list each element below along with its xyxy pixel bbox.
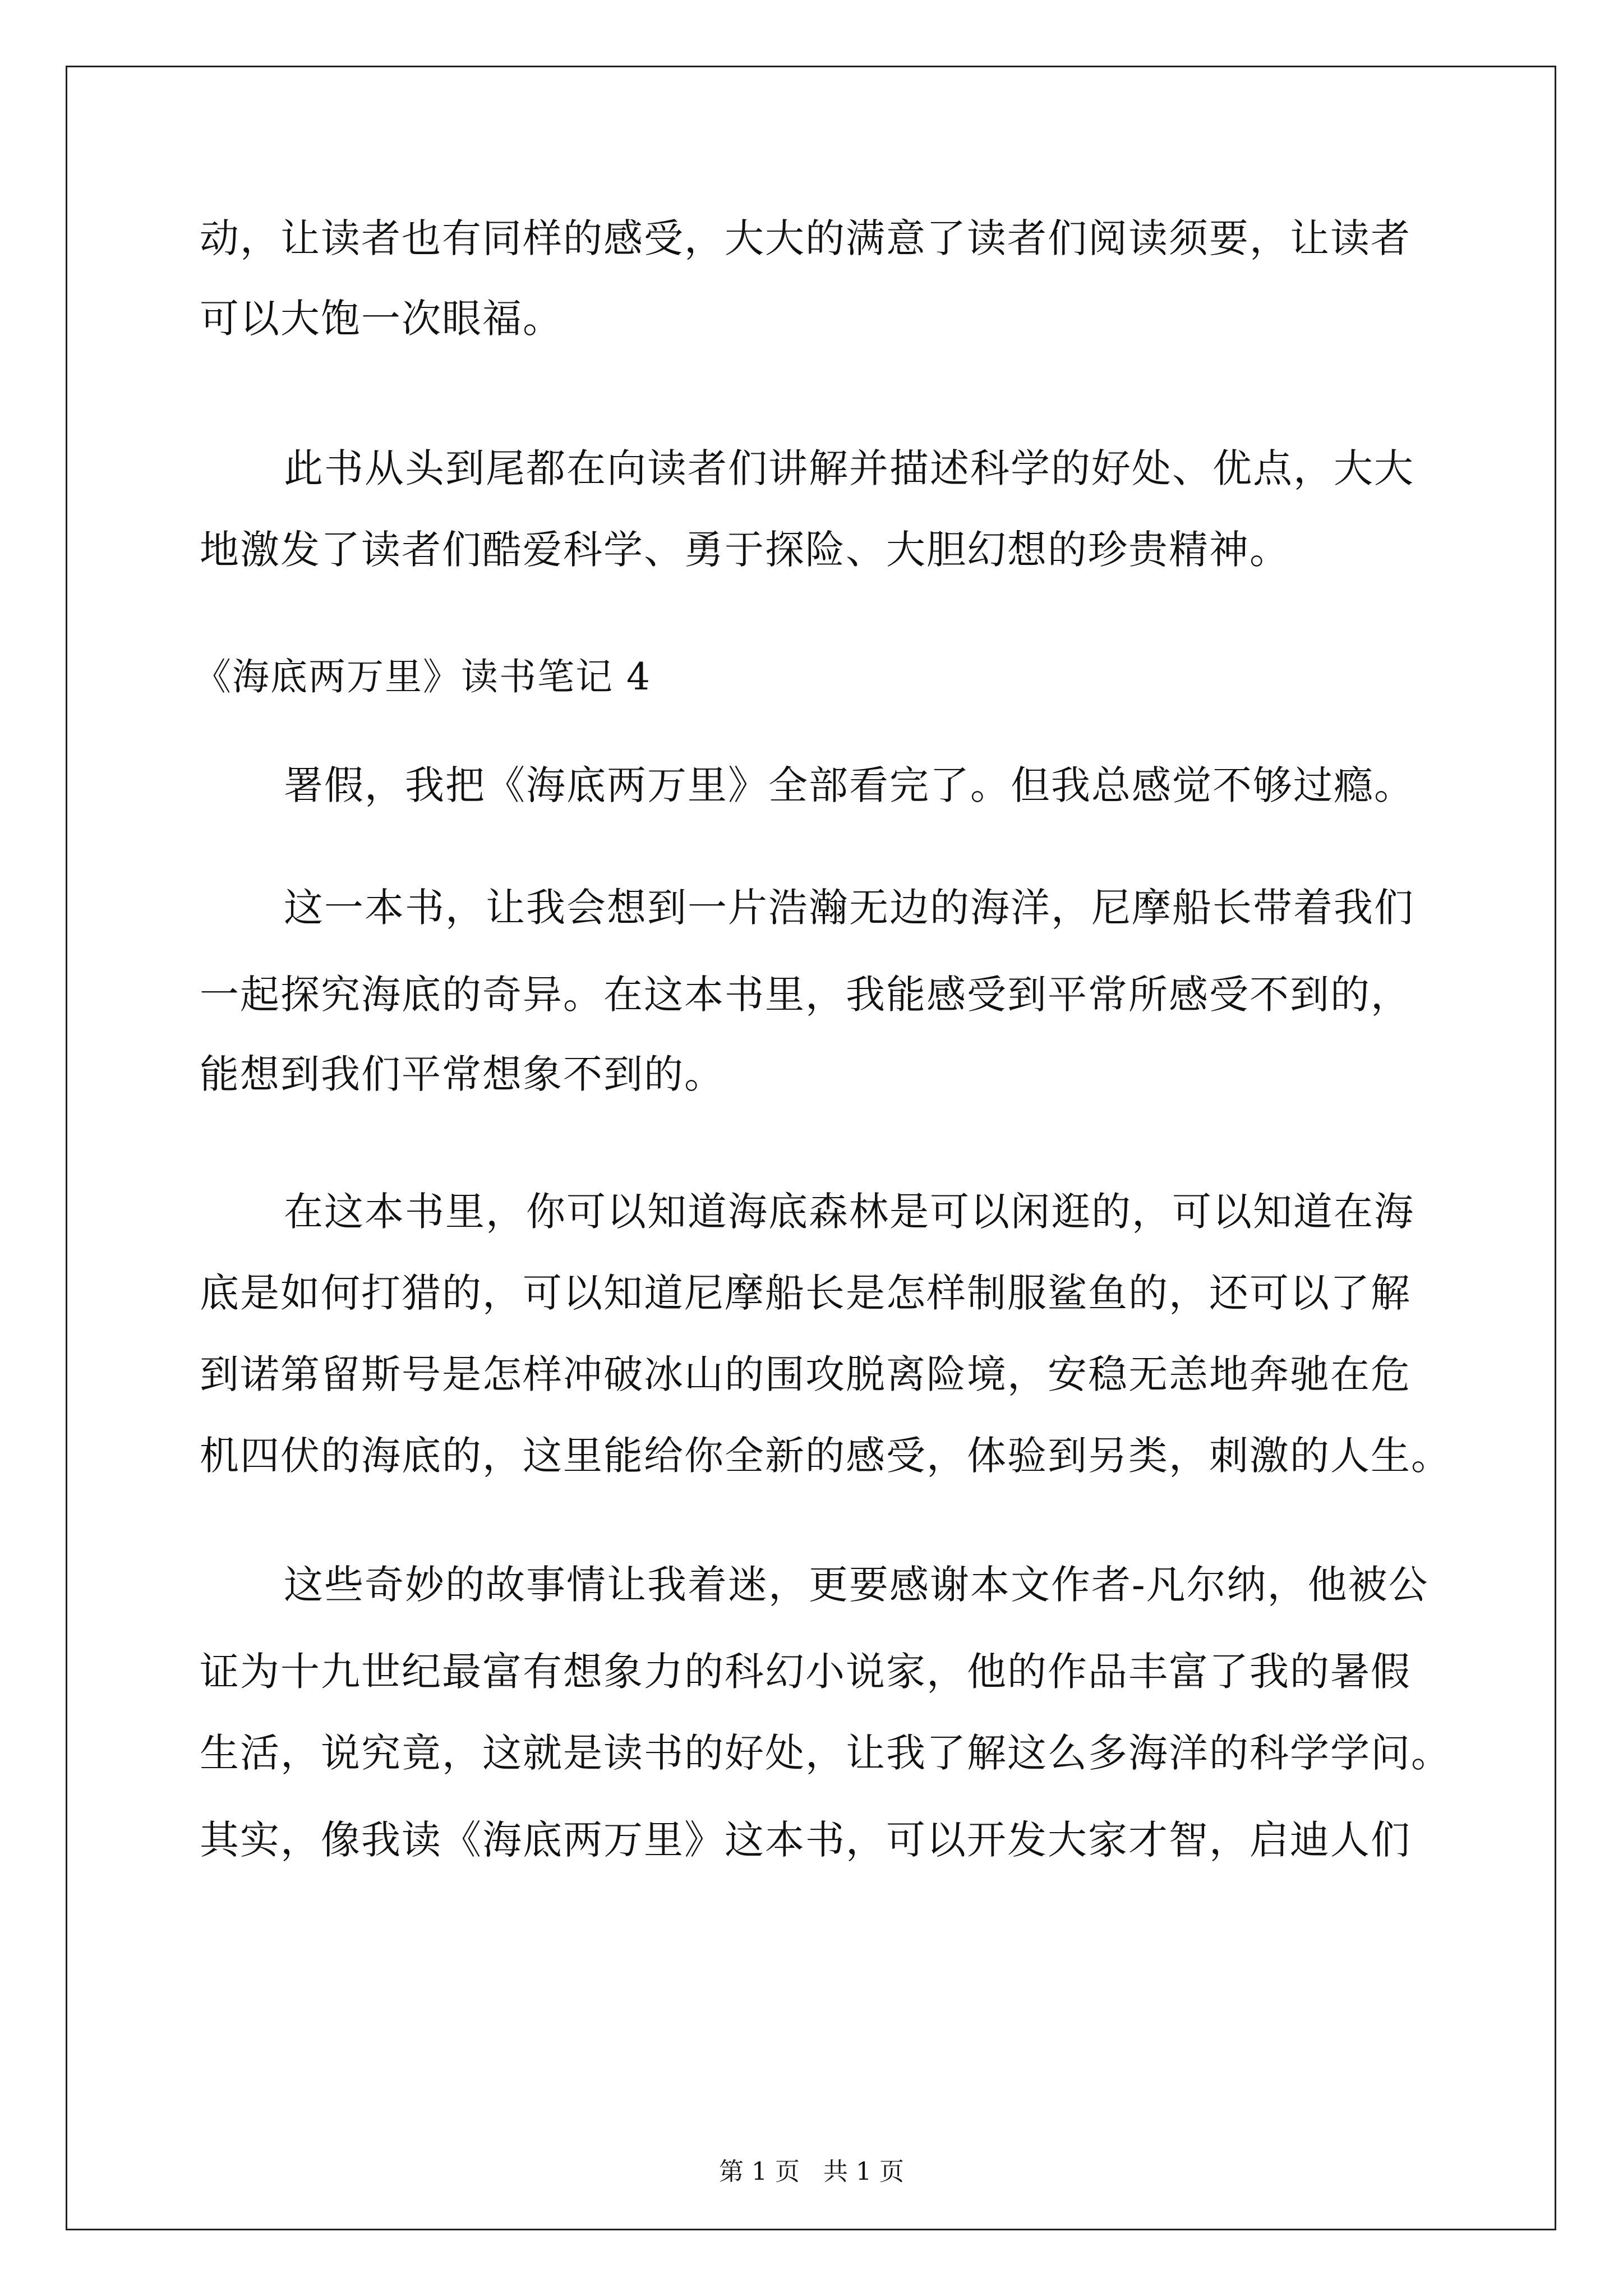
text-line: 这一本书，让我会想到一片浩瀚无边的海洋，尼摩船长带着我们 [284, 885, 1414, 931]
text-line: 此书从头到尾都在向读者们讲解并描述科学的好处、优点，大大 [284, 445, 1414, 491]
text-line: 底是如何打猎的，可以知道尼摩船长是怎样制服鲨鱼的，还可以了解 [200, 1270, 1411, 1316]
text-line: 到诺第留斯号是怎样冲破冰山的围攻脱离险境，安稳无恙地奔驰在危 [200, 1351, 1411, 1397]
page-number: 第 1 页 共 1 页 [719, 2157, 904, 2186]
text-line: 可以大饱一次眼福。 [200, 296, 563, 342]
text-line: 能想到我们平常想象不到的。 [200, 1051, 725, 1097]
text-line: 地激发了读者们酷爱科学、勇于探险、大胆幻想的珍贵精神。 [200, 527, 1290, 573]
text-line: 动，让读者也有同样的感受，大大的满意了读者们阅读须要，让读者 [200, 215, 1411, 261]
text-line: 机四伏的海底的，这里能给你全新的感受，体验到另类，刺激的人生。 [200, 1433, 1451, 1479]
text-line: 证为十九世纪最富有想象力的科幻小说家，他的作品丰富了我的暑假 [200, 1649, 1411, 1695]
page-border [66, 66, 1556, 2230]
text-line: 一起探究海底的奇异。在这本书里，我能感受到平常所感受不到的， [200, 972, 1411, 1018]
text-line: 署假，我把《海底两万里》全部看完了。但我总感觉不够过瘾。 [284, 762, 1414, 808]
text-line: 这些奇妙的故事情让我着迷，更要感谢本文作者-凡尔纳，他被公 [284, 1562, 1429, 1608]
section-heading: 《海底两万里》读书笔记 4 [194, 655, 651, 698]
text-line: 生活，说究竟，这就是读书的好处，让我了解这么多海洋的科学学问。 [200, 1730, 1451, 1776]
text-line: 其实，像我读《海底两万里》这本书，可以开发大家才智，启迪人们 [200, 1817, 1411, 1863]
text-line: 在这本书里，你可以知道海底森林是可以闲逛的，可以知道在海 [284, 1189, 1414, 1235]
